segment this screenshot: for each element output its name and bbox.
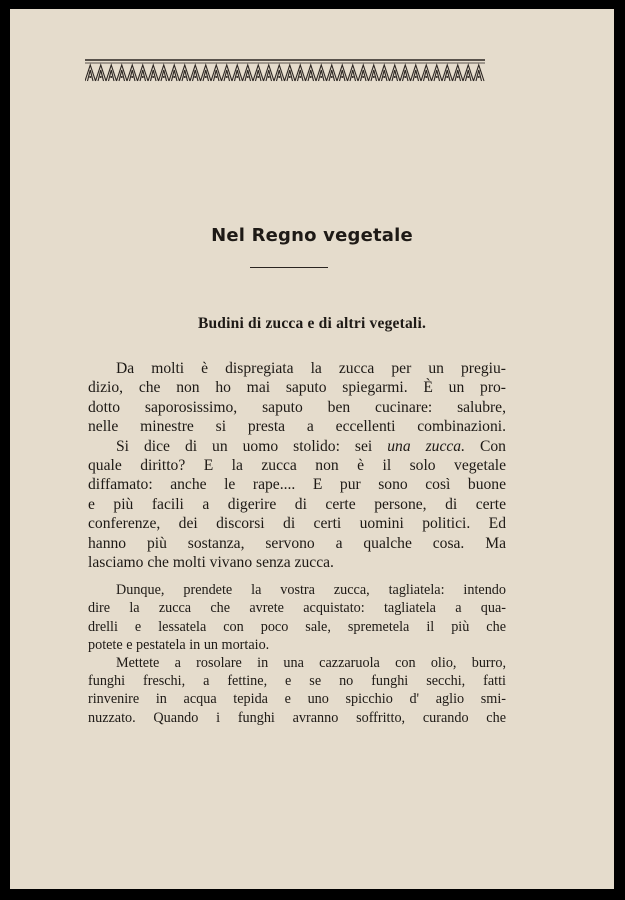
text-line: rinvenire in acqua tepida e uno spicchio d' aglio smi- xyxy=(88,691,506,708)
paragraph-3 xyxy=(88,581,506,654)
text-line: potete e pestatela in un mortaio. xyxy=(88,636,270,653)
text-line: Da molti è dispregiata la zucca per un pregiu- xyxy=(116,360,506,377)
text-line: drelli e lessatela con poco sale, spremetela il più che xyxy=(88,618,506,635)
book-page xyxy=(10,9,614,889)
text-line: diffamato: anche le rape.... E pur sono così buone xyxy=(88,476,506,494)
text-line: hanno più sostanza, servono a qualche cosa. Ma xyxy=(88,534,506,552)
italic-phrase: una zucca. xyxy=(387,437,465,455)
paragraph-4 xyxy=(88,654,506,727)
text-segment: Con xyxy=(479,437,506,455)
title-divider xyxy=(250,267,328,268)
ornamental-border xyxy=(85,57,485,85)
paragraph-1 xyxy=(88,359,506,437)
text-line: conferenze, dei discorsi di certi uomini politici. Ed xyxy=(88,515,506,533)
text-line: quale diritto? E la zucca non è il solo vegetale xyxy=(88,456,506,474)
paragraph-2 xyxy=(88,437,506,573)
text-line: lasciamo che molti vivano senza zucca. xyxy=(88,553,334,571)
text-line xyxy=(88,437,506,456)
text-line: e più facili a digerire di certe persone, di certe xyxy=(88,495,506,513)
text-segment: Si dice di un uomo stolido: sei xyxy=(116,437,373,455)
text-line: nuzzato. Quando i funghi avranno soffritto, curando che xyxy=(88,709,506,726)
text-line: dizio, che non ho mai saputo spiegarmi. È un pro- xyxy=(88,379,506,397)
text-line: Mettete a rosolare in una cazzaruola con olio, burro, xyxy=(116,655,506,672)
text-line: Dunque, prendete la vostra zucca, tagliatela: intendo xyxy=(116,582,506,599)
section-heading: Budini di zucca e di altri vegetali. xyxy=(197,315,427,332)
text-line: dire la zucca che avrete acquistato: tagliatela a qua- xyxy=(88,600,506,617)
body-text xyxy=(88,359,506,727)
page-title: Nel Regno vegetale xyxy=(211,225,413,246)
text-line: nelle minestre si presta a eccellenti combinazioni. xyxy=(88,418,506,436)
text-line: dotto saporosissimo, saputo ben cucinare: salubre, xyxy=(88,398,506,416)
text-line: funghi freschi, a fettine, e se no funghi secchi, fatti xyxy=(88,673,506,690)
